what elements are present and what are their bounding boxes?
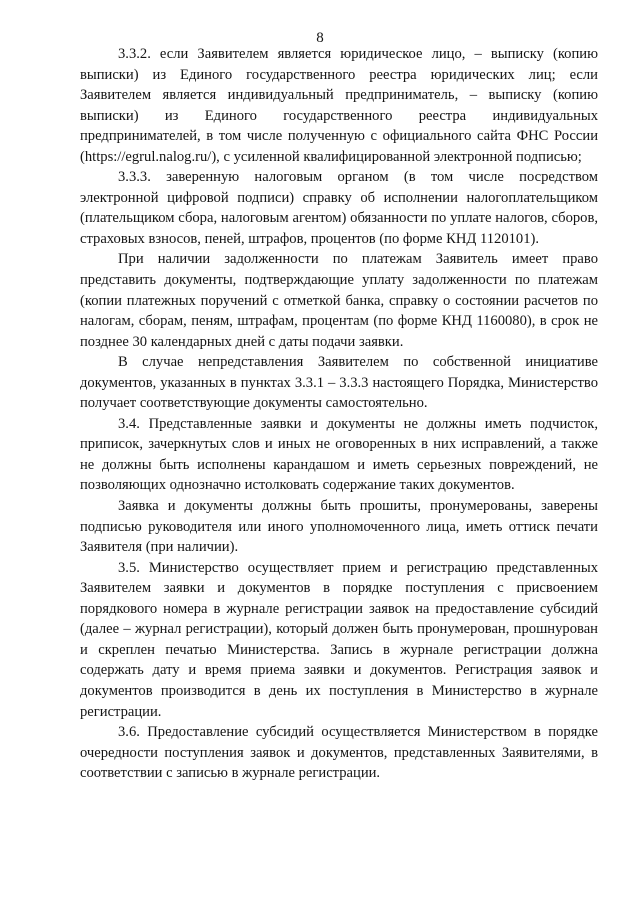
paragraph-3-6: 3.6. Предоставление субсидий осуществляется Министерством в порядке очередности поступления заявок и документов, представленных Заявителями, в соответствии с записью в журнале регистрации.: [80, 724, 598, 782]
paragraph-3-5: 3.5. Министерство осуществляет прием и регистрацию представленных Заявителем заявки и документов в порядке поступления с присвоением порядкового номера в журнале регистрации заявок на предоставление субсидий (далее – журнал регистрации), который должен быть пронумерован, прошнурован и скреплен печатью Министерства. Запись в журнале регистрации должна содержать дату и время приема заявки и документов. Регистрация заявок и документов производится в день их поступления в Министерство в журнале регистрации.: [80, 559, 598, 720]
paragraph-3-3-2: 3.3.2. если Заявителем является юридическое лицо, – выписку (копию выписки) из Единого государственного реестра юридических лиц; если Заявителем является индивидуальный предприниматель, – выписку (копию выписки) из Единого государственного реестра индивидуальных предпринимателей, в том числе полученную с официального сайта ФНС России (https://egrul.nalog.ru/), с усиленной квалифицированной электронной подписью;: [80, 46, 598, 165]
document-body: [80, 44, 598, 784]
paragraph-non-submission: В случае непредставления Заявителем по собственной инициативе документов, указанных в пунктах 3.3.1 – 3.3.3 настоящего Порядка, Министерство получает соответствующие документы самостоятельно.: [80, 354, 598, 412]
paragraph-3-3-3: 3.3.3. заверенную налоговым органом (в том числе посредством электронной цифровой подписи) справку об исполнении налогоплательщиком (плательщиком сбора, налоговым агентом) обязанности по уплате налогов, сборов, страховых взносов, пеней, штрафов, процентов (по форме КНД 1120101).: [80, 169, 598, 247]
paragraph-3-4: 3.4. Представленные заявки и документы не должны иметь подчисток, приписок, зачеркнутых слов и иных не оговоренных в них исправлений, а также не должны быть исполнены карандашом и иметь серьезных повреждений, не позволяющих однозначно истолковать содержание таких документов.: [80, 415, 598, 494]
page-number: 8: [316, 30, 324, 46]
paragraph-debt-payment: При наличии задолженности по платежам Заявитель имеет право представить документы, подтверждающие уплату задолженности по платежам (копии платежных поручений с отметкой банка, справку о состоянии расчетов по налогам, сборам, пеням, штрафам, процентам (по форме КНД 1160080), в срок не позднее 30 календарных дней с даты подачи заявки.: [80, 251, 598, 350]
paragraph-binding-requirements: Заявка и документы должны быть прошиты, пронумерованы, заверены подписью руководителя или иного уполномоченного лица, иметь оттиск печати Заявителя (при наличии).: [80, 498, 598, 556]
